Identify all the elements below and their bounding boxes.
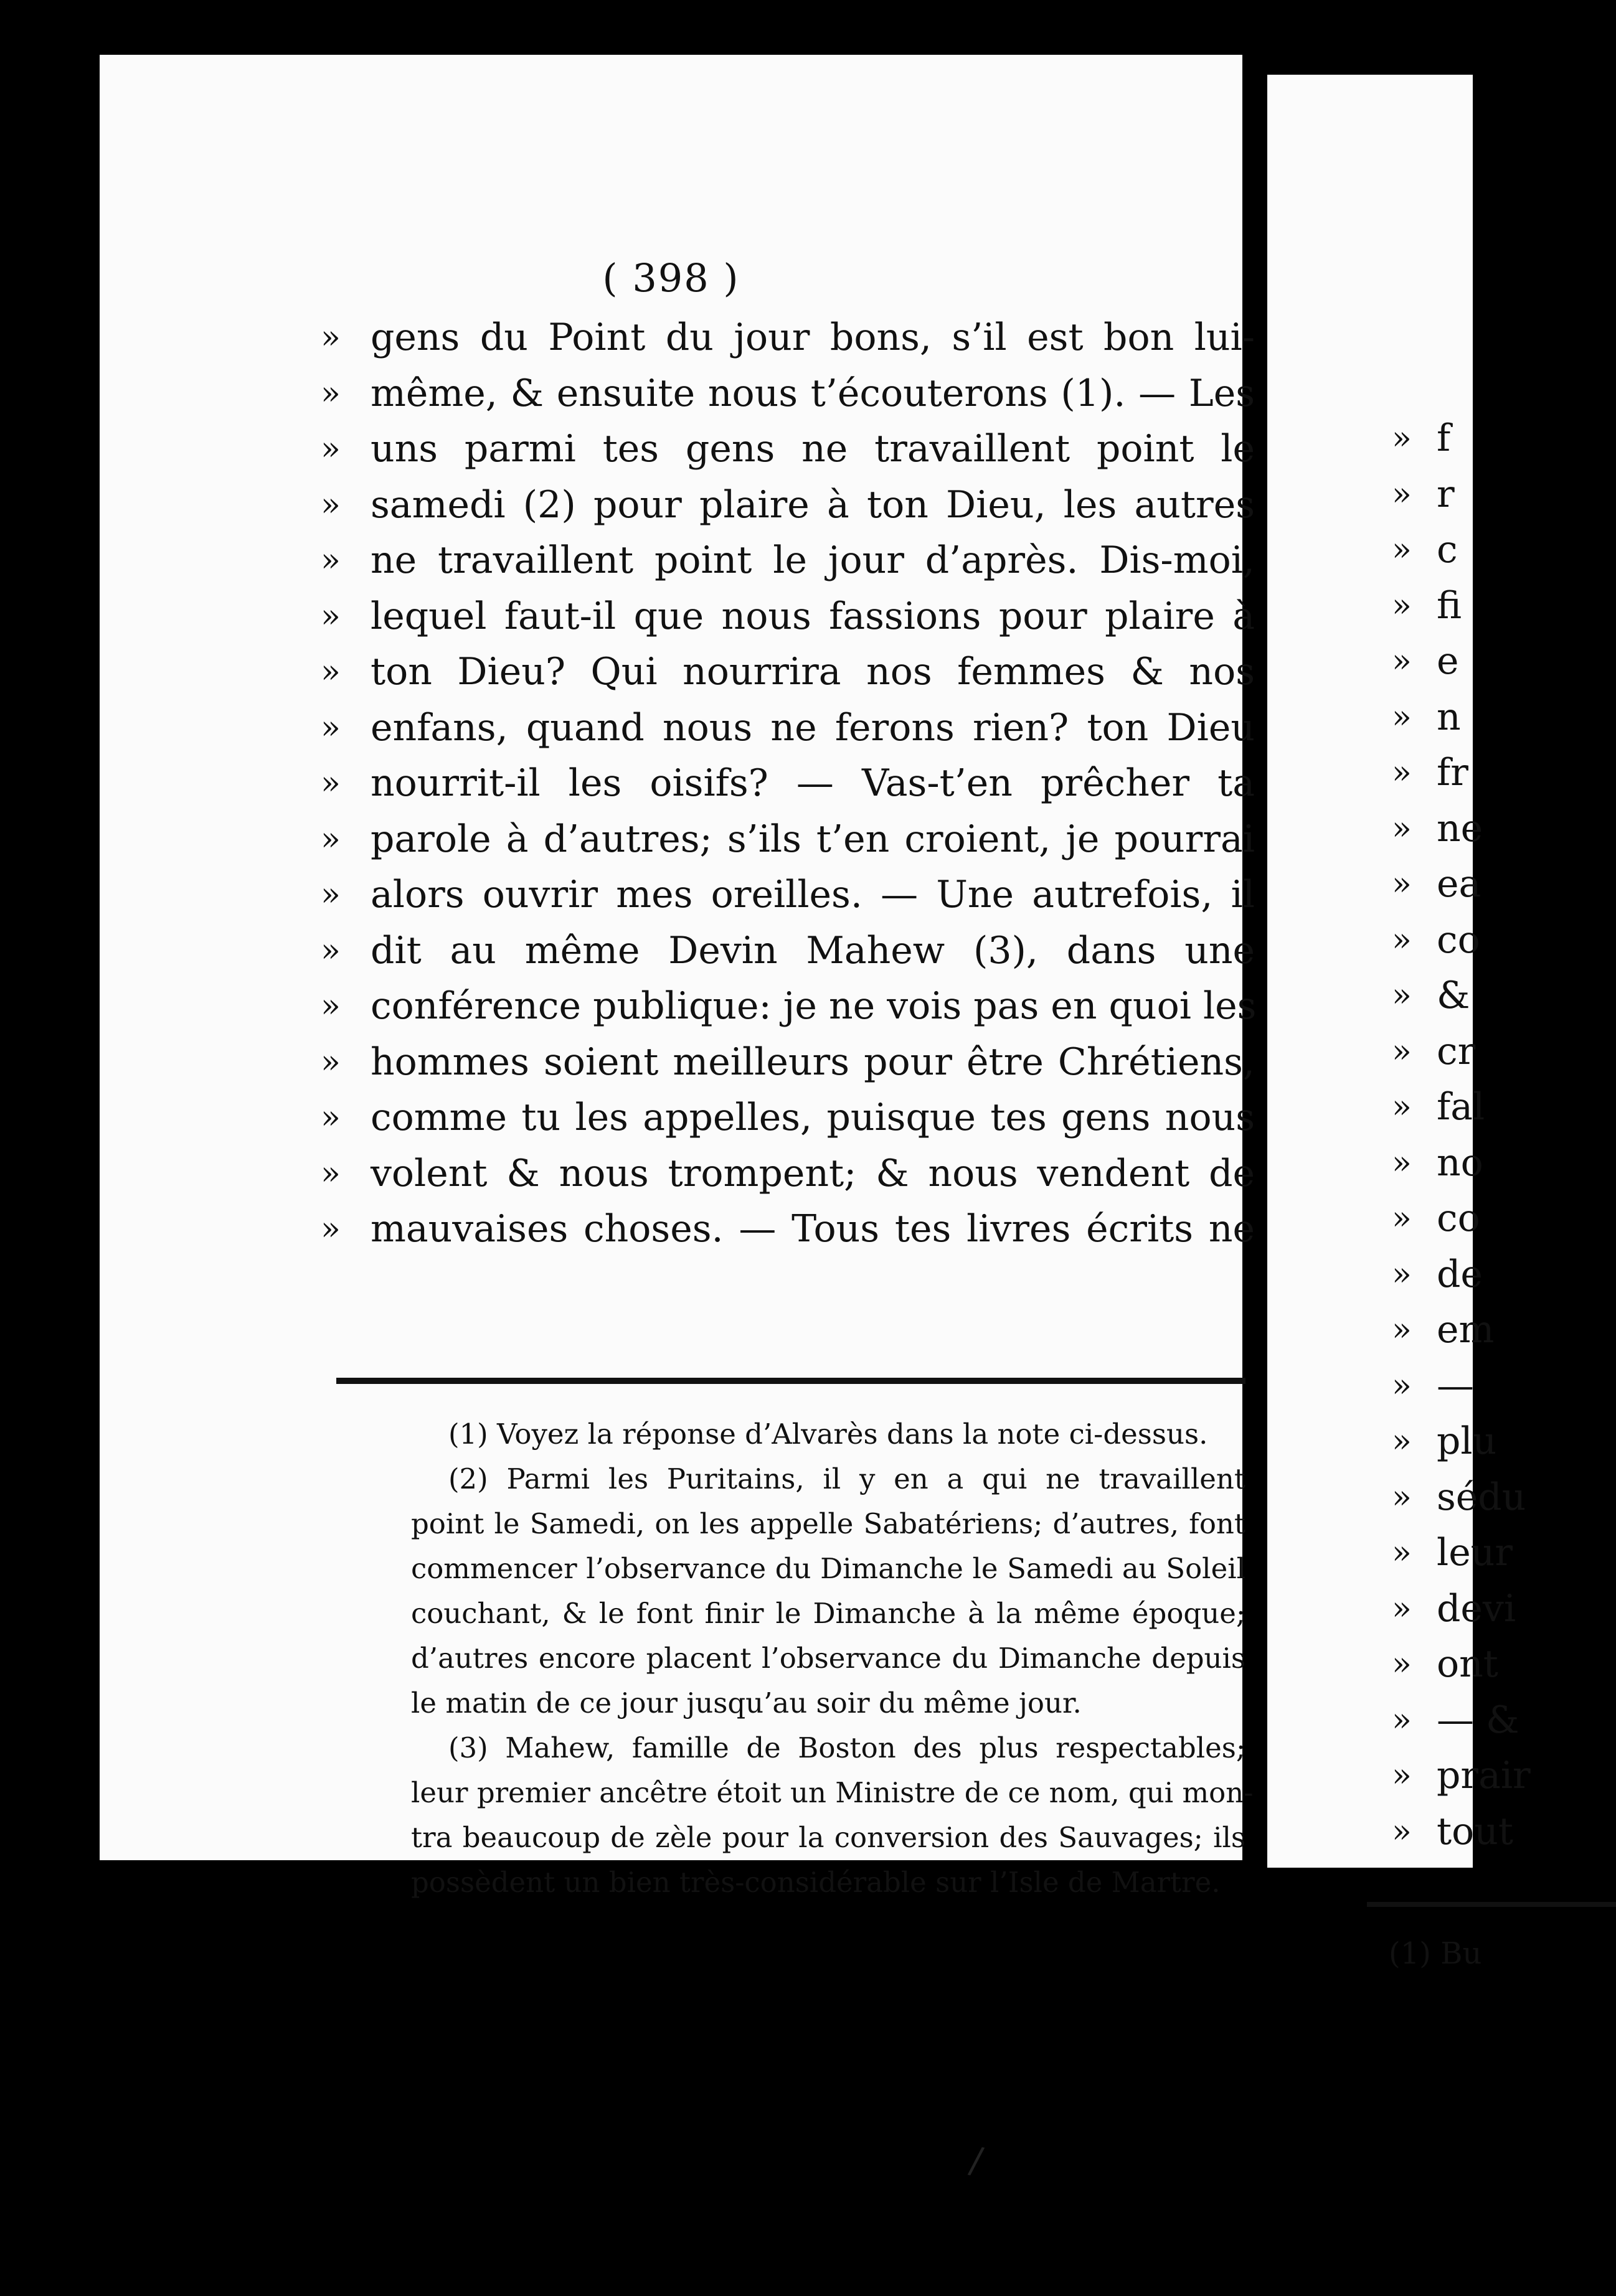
quote-mark: » bbox=[321, 374, 341, 412]
footnotes bbox=[411, 1412, 1254, 1905]
footnote-line: tra beaucoup de zèle pour la conversion des Sauvages; ils bbox=[411, 1821, 1245, 1854]
text-line bbox=[321, 421, 1255, 478]
quote-mark: » bbox=[321, 876, 341, 913]
book-page bbox=[100, 55, 1257, 2183]
quote-mark: » bbox=[1392, 531, 1412, 568]
text-line bbox=[321, 756, 1255, 812]
line-text: enfans, quand nous ne ferons rien? ton Dieu bbox=[371, 705, 1255, 750]
text-line bbox=[321, 310, 1255, 366]
body-text bbox=[321, 310, 1255, 1258]
quote-mark: » bbox=[1392, 586, 1412, 624]
line-text: alors ouvrir mes oreilles. — Une autrefois, il bbox=[371, 873, 1255, 916]
quote-mark: » bbox=[1392, 1367, 1412, 1404]
footnote-line: leur premier ancêtre étoit un Ministre de ce nom, qui mon- bbox=[411, 1776, 1254, 1809]
quote-mark: » bbox=[1392, 1144, 1412, 1182]
line-fragment: de bbox=[1437, 1252, 1483, 1296]
line-text: même, & ensuite nous t’écouterons (1). — Les bbox=[371, 371, 1255, 415]
quote-mark: » bbox=[1392, 1478, 1412, 1516]
quote-mark: » bbox=[1392, 1423, 1412, 1460]
line-fragment: c bbox=[1437, 528, 1458, 572]
quote-mark: » bbox=[1392, 1534, 1412, 1571]
line-text: conférence publique: je ne vois pas en quoi les bbox=[371, 984, 1257, 1028]
line-fragment: leur bbox=[1437, 1531, 1513, 1574]
quote-mark: » bbox=[1392, 1589, 1412, 1627]
quote-mark: » bbox=[321, 653, 341, 690]
footnote-line: point le Samedi, on les appelle Sabatériens; d’autres, font bbox=[411, 1507, 1245, 1540]
quote-mark: » bbox=[321, 987, 341, 1025]
line-fragment: co bbox=[1437, 918, 1480, 962]
footnote-line: commencer l’observance du Dimanche le Samedi au Soleil bbox=[411, 1552, 1245, 1585]
line-text: dit au même Devin Mahew (3), dans une bbox=[371, 928, 1255, 972]
line-fragment: plu bbox=[1437, 1419, 1497, 1463]
page-number: ( 398 ) bbox=[602, 255, 740, 301]
quote-mark: » bbox=[1392, 1032, 1412, 1070]
quote-mark: » bbox=[321, 1154, 341, 1192]
line-text: ton Dieu? Qui nourrira nos femmes & nos bbox=[371, 650, 1255, 694]
line-text: ne travaillent point le jour d’après. Dis-moi, bbox=[371, 539, 1255, 582]
adjacent-footnote-rule bbox=[1367, 1902, 1616, 1907]
line-fragment: co bbox=[1437, 1197, 1480, 1240]
footnote-line: (3) Mahew, famille de Boston des plus respectables; bbox=[448, 1731, 1245, 1764]
line-fragment: fi bbox=[1437, 583, 1462, 628]
quote-mark: » bbox=[321, 319, 341, 356]
quote-mark: » bbox=[1392, 865, 1412, 903]
quote-mark: » bbox=[321, 1043, 341, 1081]
text-line bbox=[321, 1035, 1255, 1091]
quote-mark: » bbox=[1392, 1255, 1412, 1293]
quote-mark: » bbox=[1392, 475, 1412, 513]
quote-mark: » bbox=[321, 765, 341, 802]
quote-mark: » bbox=[1392, 642, 1412, 680]
adjacent-footnote: (1) Bu bbox=[1389, 1936, 1482, 1971]
line-text: uns parmi tes gens ne travaillent point le bbox=[371, 427, 1255, 471]
quote-mark: » bbox=[1392, 921, 1412, 959]
quote-mark: » bbox=[1392, 1812, 1412, 1850]
footnote-line: d’autres encore placent l’observance du Dimanche depuis bbox=[411, 1642, 1245, 1675]
text-line bbox=[321, 1146, 1255, 1202]
line-fragment: f bbox=[1437, 416, 1451, 460]
text-line bbox=[321, 867, 1255, 923]
line-fragment: tout bbox=[1437, 1809, 1513, 1853]
line-fragment: e bbox=[1437, 639, 1459, 683]
quote-mark: » bbox=[1392, 754, 1412, 791]
footnote-line: couchant, & le font finir le Dimanche à la même époque; bbox=[411, 1597, 1245, 1630]
line-text: mauvaises choses. — Tous tes livres écrits ne bbox=[371, 1207, 1255, 1251]
text-line bbox=[321, 1090, 1255, 1146]
line-text: gens du Point du jour bons, s’il est bon lui- bbox=[371, 316, 1255, 359]
line-fragment: — & bbox=[1437, 1698, 1519, 1742]
quote-mark: » bbox=[321, 486, 341, 524]
line-fragment: cr bbox=[1437, 1029, 1476, 1073]
line-text: samedi (2) pour plaire à ton Dieu, les autres bbox=[371, 482, 1255, 527]
line-text: comme tu les appelles, puisque tes gens nous bbox=[371, 1096, 1255, 1139]
footnote-line: possèdent un bien très-considérable sur l’Isle de Martre. bbox=[411, 1866, 1221, 1899]
footnote-line: le matin de ce jour jusqu’au soir du même jour. bbox=[411, 1687, 1082, 1720]
text-line bbox=[321, 533, 1255, 589]
line-fragment: r bbox=[1437, 472, 1455, 516]
ink-mark: / bbox=[966, 2138, 986, 2183]
quote-mark: » bbox=[1392, 1645, 1412, 1683]
quote-mark: » bbox=[1392, 698, 1412, 736]
line-fragment: em bbox=[1437, 1308, 1495, 1352]
quote-mark: » bbox=[1392, 1200, 1412, 1237]
line-fragment: ne bbox=[1437, 806, 1483, 850]
line-fragment: sédu bbox=[1437, 1475, 1526, 1519]
quote-mark: » bbox=[1392, 1701, 1412, 1739]
text-line bbox=[321, 589, 1255, 645]
quote-mark: » bbox=[321, 931, 341, 969]
quote-mark: » bbox=[321, 1210, 341, 1248]
text-line bbox=[321, 812, 1255, 868]
line-fragment: — bbox=[1437, 1363, 1474, 1408]
line-fragment: & bbox=[1437, 974, 1470, 1017]
line-text: lequel faut-il que nous fassions pour plaire à bbox=[371, 594, 1255, 638]
line-fragment: no bbox=[1437, 1141, 1483, 1185]
quote-mark: » bbox=[1392, 809, 1412, 847]
quote-mark: » bbox=[321, 597, 341, 635]
line-fragment: fr bbox=[1437, 751, 1468, 794]
line-fragment: n bbox=[1437, 695, 1461, 739]
text-line bbox=[321, 700, 1255, 756]
quote-mark: » bbox=[321, 542, 341, 579]
text-line bbox=[321, 923, 1255, 979]
line-fragment: devi bbox=[1437, 1586, 1516, 1630]
quote-mark: » bbox=[321, 1099, 341, 1136]
quote-mark: » bbox=[321, 820, 341, 858]
line-text: nourrit-il les oisifs? — Vas-t’en prêcher ta bbox=[371, 761, 1255, 805]
footnote-line: (1) Voyez la réponse d’Alvarès dans la note ci-dessus. bbox=[448, 1418, 1208, 1451]
quote-mark: » bbox=[321, 430, 341, 468]
line-fragment: ont bbox=[1437, 1642, 1498, 1686]
line-text: volent & nous trompent; & nous vendent de bbox=[371, 1151, 1255, 1195]
line-fragment: prair bbox=[1437, 1754, 1531, 1797]
text-line bbox=[321, 366, 1255, 422]
text-line bbox=[321, 478, 1255, 534]
text-line bbox=[321, 644, 1255, 700]
quote-mark: » bbox=[1392, 977, 1412, 1014]
text-line bbox=[321, 1202, 1255, 1258]
footnote-line: (2) Parmi les Puritains, il y en a qui ne travaillent bbox=[448, 1462, 1245, 1495]
quote-mark: » bbox=[1392, 420, 1412, 457]
line-text: hommes soient meilleurs pour être Chrétiens, bbox=[371, 1040, 1255, 1084]
quote-mark: » bbox=[1392, 1757, 1412, 1794]
line-fragment: ea bbox=[1437, 862, 1481, 906]
line-text: parole à d’autres; s’ils t’en croient, je pourrai bbox=[371, 817, 1255, 861]
quote-mark: » bbox=[321, 708, 341, 746]
quote-mark: » bbox=[1392, 1311, 1412, 1348]
text-line bbox=[321, 979, 1255, 1035]
quote-mark: » bbox=[1392, 1088, 1412, 1126]
line-fragment: fal bbox=[1437, 1085, 1485, 1129]
adjacent-page-edge bbox=[1267, 75, 1531, 1971]
footnote-rule bbox=[336, 1378, 1245, 1384]
